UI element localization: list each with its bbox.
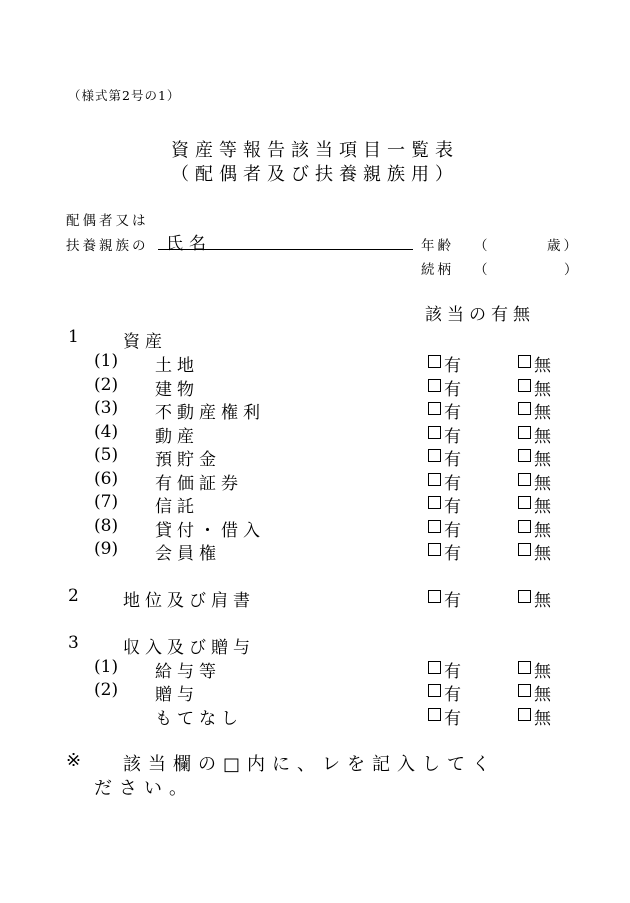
name-label: 氏名 bbox=[166, 234, 212, 254]
option-label-no: 無 bbox=[534, 497, 551, 517]
option-label-yes: 有 bbox=[444, 521, 461, 541]
checkbox-yes[interactable] bbox=[428, 590, 441, 603]
checkbox-no[interactable] bbox=[518, 520, 531, 533]
item-label: 動産 bbox=[155, 427, 199, 447]
item-label: 不動産権利 bbox=[155, 403, 265, 423]
item-label: 会員権 bbox=[155, 544, 221, 564]
checkbox-yes[interactable] bbox=[428, 661, 441, 674]
checkbox-yes[interactable] bbox=[428, 520, 441, 533]
checkbox-yes[interactable] bbox=[428, 402, 441, 415]
person-label-line1: 配偶者又は bbox=[66, 213, 149, 229]
form-number: （様式第2号の1） bbox=[68, 88, 181, 103]
option-label-no: 無 bbox=[534, 474, 551, 494]
option-label-no: 無 bbox=[534, 427, 551, 447]
item-number: (1) bbox=[94, 351, 119, 371]
note-mark: ※ bbox=[66, 750, 89, 771]
item-number: (4) bbox=[94, 422, 119, 442]
section-number: 2 bbox=[68, 586, 79, 606]
option-label-no: 無 bbox=[534, 403, 551, 423]
document-title: 資産等報告該当項目一覧表 bbox=[171, 140, 459, 161]
applicability-header: 該当の有無 bbox=[425, 305, 535, 325]
item-number: (1) bbox=[94, 657, 119, 677]
section-number: 3 bbox=[68, 633, 79, 653]
option-label-yes: 有 bbox=[444, 591, 461, 611]
option-label-no: 無 bbox=[534, 450, 551, 470]
option-label-no: 無 bbox=[534, 544, 551, 564]
checkbox-no[interactable] bbox=[518, 355, 531, 368]
option-label-yes: 有 bbox=[444, 685, 461, 705]
item-number: (5) bbox=[94, 445, 119, 465]
checkbox-yes[interactable] bbox=[428, 684, 441, 697]
relation-close-paren: ） bbox=[564, 262, 581, 278]
section-title: 地位及び肩書 bbox=[123, 591, 255, 611]
section-title: 収入及び贈与 bbox=[123, 638, 255, 658]
checkbox-yes[interactable] bbox=[428, 473, 441, 486]
relation-label: 続柄 bbox=[421, 262, 454, 278]
option-label-no: 無 bbox=[534, 662, 551, 682]
item-label: 有価証券 bbox=[155, 474, 243, 494]
checkbox-no[interactable] bbox=[518, 543, 531, 556]
option-label-no: 無 bbox=[534, 380, 551, 400]
item-label: もてなし bbox=[155, 709, 243, 729]
option-label-yes: 有 bbox=[444, 709, 461, 729]
option-label-yes: 有 bbox=[444, 403, 461, 423]
item-number: (2) bbox=[94, 375, 119, 395]
checkbox-yes[interactable] bbox=[428, 708, 441, 721]
item-label: 給与等 bbox=[155, 662, 221, 682]
option-label-yes: 有 bbox=[444, 544, 461, 564]
checkbox-no[interactable] bbox=[518, 708, 531, 721]
item-label: 預貯金 bbox=[155, 450, 221, 470]
item-label: 信託 bbox=[155, 497, 199, 517]
option-label-no: 無 bbox=[534, 521, 551, 541]
checkbox-no[interactable] bbox=[518, 449, 531, 462]
item-number: (7) bbox=[94, 492, 119, 512]
checkbox-no[interactable] bbox=[518, 661, 531, 674]
option-label-yes: 有 bbox=[444, 474, 461, 494]
section-number: 1 bbox=[68, 327, 79, 347]
option-label-no: 無 bbox=[534, 685, 551, 705]
age-open-paren: （ bbox=[474, 238, 491, 254]
age-unit: 歳） bbox=[547, 238, 580, 254]
age-label: 年齢 bbox=[421, 238, 454, 254]
checkbox-no[interactable] bbox=[518, 684, 531, 697]
item-number: (2) bbox=[94, 680, 119, 700]
option-label-yes: 有 bbox=[444, 380, 461, 400]
checkbox-yes[interactable] bbox=[428, 496, 441, 509]
checkbox-no[interactable] bbox=[518, 473, 531, 486]
option-label-no: 無 bbox=[534, 709, 551, 729]
option-label-yes: 有 bbox=[444, 427, 461, 447]
item-label: 建物 bbox=[155, 380, 199, 400]
checkbox-yes[interactable] bbox=[428, 426, 441, 439]
item-label: 贈与 bbox=[155, 685, 199, 705]
relation-open-paren: （ bbox=[474, 262, 491, 278]
checkbox-yes[interactable] bbox=[428, 355, 441, 368]
item-number: (9) bbox=[94, 539, 119, 559]
option-label-no: 無 bbox=[534, 591, 551, 611]
option-label-yes: 有 bbox=[444, 662, 461, 682]
checkbox-no[interactable] bbox=[518, 426, 531, 439]
option-label-yes: 有 bbox=[444, 356, 461, 376]
checkbox-yes[interactable] bbox=[428, 543, 441, 556]
name-field[interactable] bbox=[158, 249, 413, 250]
checkbox-no[interactable] bbox=[518, 402, 531, 415]
item-number: (6) bbox=[94, 469, 119, 489]
option-label-yes: 有 bbox=[444, 497, 461, 517]
note-line1: 該当欄の□内に、レを記入してく bbox=[123, 754, 498, 775]
item-label: 土地 bbox=[155, 356, 199, 376]
section-title: 資産 bbox=[123, 332, 167, 352]
option-label-yes: 有 bbox=[444, 450, 461, 470]
item-number: (3) bbox=[94, 398, 119, 418]
document-subtitle: （配偶者及び扶養親族用） bbox=[171, 164, 459, 185]
checkbox-no[interactable] bbox=[518, 496, 531, 509]
checkbox-yes[interactable] bbox=[428, 379, 441, 392]
checkbox-yes[interactable] bbox=[428, 449, 441, 462]
item-number: (8) bbox=[94, 516, 119, 536]
checkbox-no[interactable] bbox=[518, 590, 531, 603]
option-label-no: 無 bbox=[534, 356, 551, 376]
checkbox-no[interactable] bbox=[518, 379, 531, 392]
item-label: 貸付・借入 bbox=[155, 521, 265, 541]
person-label-line2: 扶養親族の bbox=[66, 238, 149, 254]
note-line2: ださい。 bbox=[94, 778, 194, 799]
